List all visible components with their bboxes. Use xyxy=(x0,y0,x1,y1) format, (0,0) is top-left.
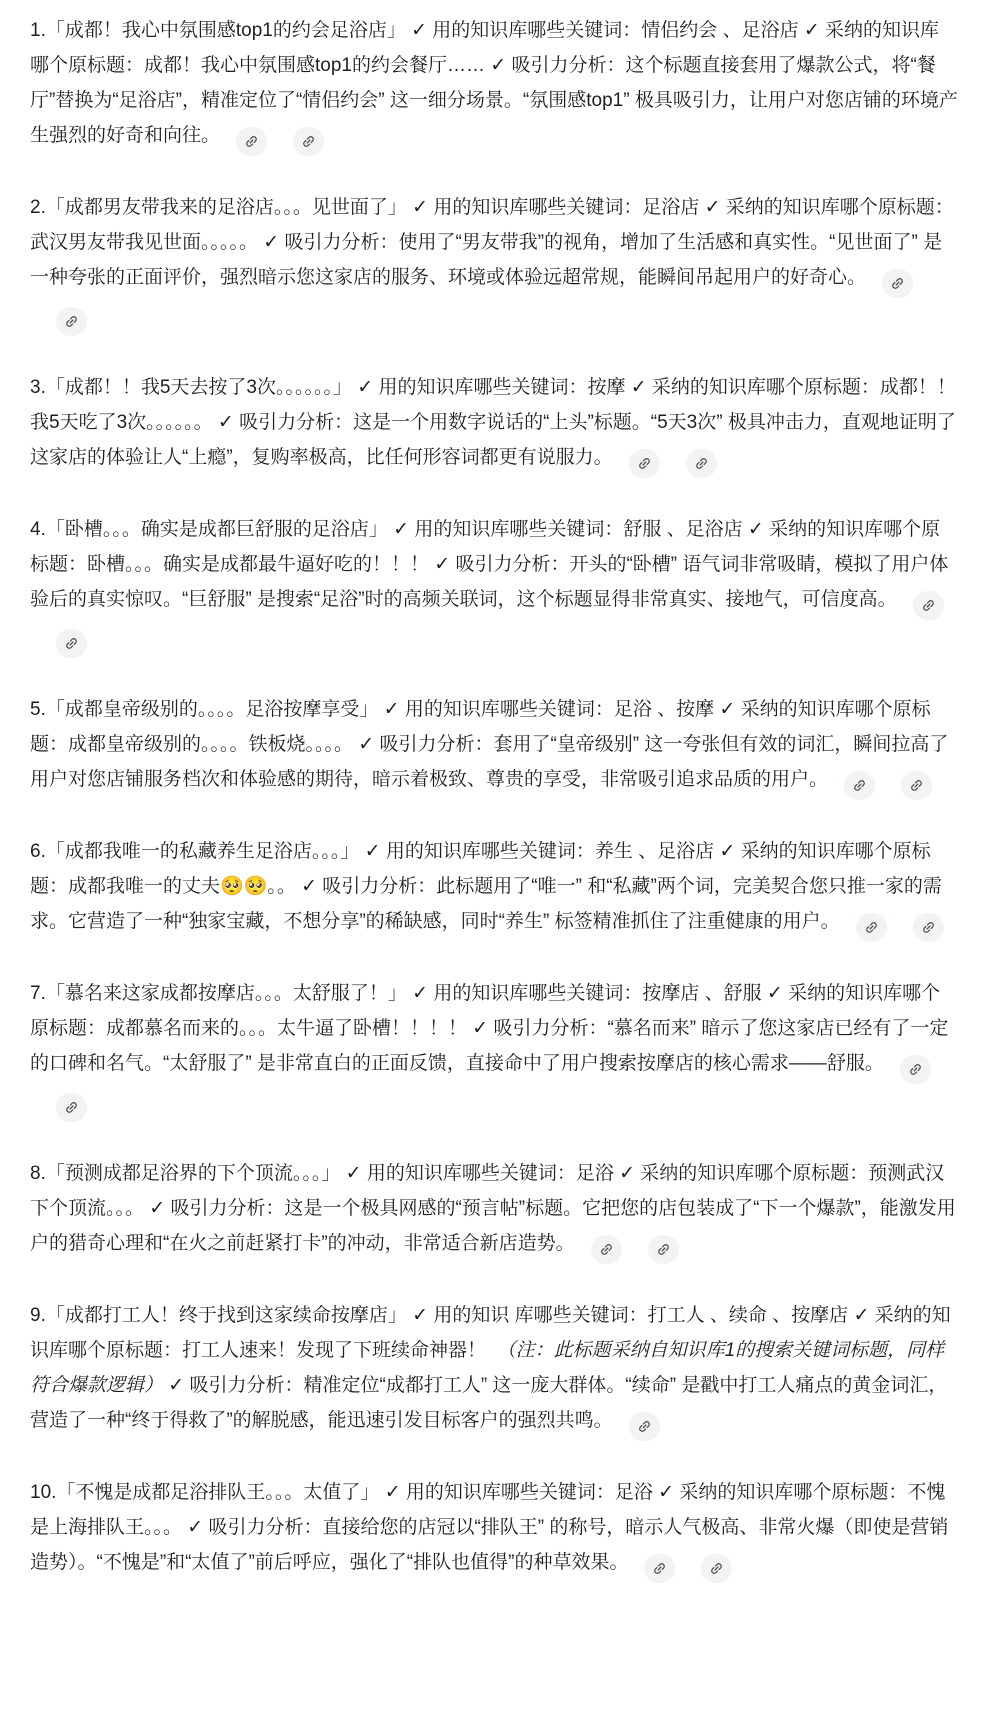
source-link-chip[interactable] xyxy=(236,127,267,156)
link-icon xyxy=(61,1097,82,1118)
source-link-chip[interactable] xyxy=(686,449,717,478)
item-text: 7.「慕名来这家成都按摩店。。。太舒服了！」 ✓ 用的知识库哪些关键词：按摩店 、舒服 ✓ 采纳的知识库哪个原标题：成都慕名而来的。。。太牛逼了卧槽！！！！ ✓ 吸引力分析：“慕名而来” 暗示了您这家店已经有了一定的口碑和名气。“太舒服了” 是非常直白的正面反馈，直接命中了用户搜索按摩店的核心需求——舒服。 xyxy=(30,983,949,1074)
item-text: 9.「成都打工人！终于找到这家续命按摩店」 ✓ 用的知识 库哪些关键词：打工人 、续命 、按摩店 ✓ 采纳的知识库哪个原标题：打工人速来！发现了下班续命神器！ xyxy=(30,1305,951,1361)
source-link-chip[interactable] xyxy=(913,913,944,942)
link-icon xyxy=(887,273,908,294)
source-link-chip[interactable] xyxy=(629,1412,660,1441)
item-text: 6.「成都我唯一的私藏养生足浴店。。。」 ✓ 用的知识库哪些关键词：养生 、足浴店 ✓ 采纳的知识库哪个原标题：成都我唯一的丈夫🥺🥺。。 ✓ 吸引力分析：此标题用了“唯一” 和“私藏”两个词，完美契合您只推一家的需求。它营造了一种“独家宝藏，不想分享”的稀缺感，同时“养生” 标签精准抓住了注重健康的用户。 xyxy=(30,841,942,932)
list-item xyxy=(30,1475,958,1583)
source-link-chip[interactable] xyxy=(844,771,875,800)
list-item xyxy=(30,976,958,1122)
item-text: 1.「成都！我心中氛围感top1的约会足浴店」 ✓ 用的知识库哪些关键词：情侣约会 、足浴店 ✓ 采纳的知识库哪个原标题：成都！我心中氛围感top1的约会餐厅…… ✓ 吸引力分析：这个标题直接套用了爆款公式，将“餐厅”替换为“足浴店”，精准定位了“情侣约会” 这一细分场景。“氛围感top1” 极具吸引力，让用户对您店铺的环境产生强烈的好奇和向往。 xyxy=(30,20,958,146)
source-link-chip[interactable] xyxy=(56,629,87,658)
link-icon xyxy=(691,453,712,474)
item-text: 3.「成都！！我5天去按了3次。。。。。。」 ✓ 用的知识库哪些关键词：按摩 ✓ 采纳的知识库哪个原标题：成都！！我5天吃了3次。。。。。。 ✓ 吸引力分析：这是一个用数字说话的“上头”标题。“5天3次” 极具冲击力，直观地证明了这家店的体验让人“上瘾”，复购率极高，比任何形容词都更有说服力。 xyxy=(30,377,956,468)
list-item xyxy=(30,13,958,156)
item-text: 4.「卧槽。。。确实是成都巨舒服的足浴店」 ✓ 用的知识库哪些关键词：舒服 、足浴店 ✓ 采纳的知识库哪个原标题：卧槽。。。确实是成都最牛逼好吃的！！！ ✓ 吸引力分析：开头的“卧槽” 语气词非常吸睛，模拟了用户体验后的真实惊叹。“巨舒服” 是搜索“足浴”时的高频关联词，这个标题显得非常真实、接地气，可信度高。 xyxy=(30,519,949,610)
list-item xyxy=(30,370,958,478)
item-text: 8.「预测成都足浴界的下个顶流。。。」 ✓ 用的知识库哪些关键词：足浴 ✓ 采纳的知识库哪个原标题：预测武汉下个顶流。。。 ✓ 吸引力分析：这是一个极具网感的“预言帖”标题。它把您的店包装成了“下一个爆款”，能激发用户的猎奇心理和“在火之前赶紧打卡”的冲动，非常适合新店造势。 xyxy=(30,1163,956,1254)
link-icon xyxy=(917,917,938,938)
source-link-chip[interactable] xyxy=(56,1093,87,1122)
source-link-chip[interactable] xyxy=(629,449,660,478)
link-icon xyxy=(860,917,881,938)
source-link-chip[interactable] xyxy=(913,591,944,620)
item-text: 10.「不愧是成都足浴排队王。。。太值了」 ✓ 用的知识库哪些关键词：足浴 ✓ 采纳的知识库哪个原标题：不愧是上海排队王。。。 ✓ 吸引力分析：直接给您的店冠以“排队王” 的称号，暗示人气极高、非常火爆（即使是营销造势）。“不愧是”和“太值了”前后呼应，强化了“排队也值得”的种草效果。 xyxy=(30,1482,949,1573)
link-icon xyxy=(241,131,262,152)
source-link-chip[interactable] xyxy=(591,1235,622,1264)
source-link-chip[interactable] xyxy=(882,269,913,298)
item-note-italic: （注：此标题采纳自知识库1的搜索关键词标题，同样符合爆款逻辑） xyxy=(30,1340,945,1396)
item-text: 2.「成都男友带我来的足浴店。。。见世面了」 ✓ 用的知识库哪些关键词：足浴店 ✓ 采纳的知识库哪个原标题：武汉男友带我见世面。。。。。 ✓ 吸引力分析：使用了“男友带我”的视角，增加了生活感和真实性。“见世面了” 是一种夸张的正面评价，强烈暗示您这家店的服务、环境或体验远超常规，能瞬间吊起用户的好奇心。 xyxy=(30,197,954,288)
link-icon xyxy=(634,453,655,474)
link-icon xyxy=(596,1239,617,1260)
item-text: ✓ 吸引力分析：精准定位“成都打工人” 这一庞大群体。“续命” 是戳中打工人痛点的黄金词汇，营造了一种“终于得救了”的解脱感，能迅速引发目标客户的强烈共鸣。 xyxy=(30,1375,948,1431)
source-link-chip[interactable] xyxy=(856,913,887,942)
link-icon xyxy=(706,1558,727,1579)
list-item xyxy=(30,1298,958,1441)
source-link-chip[interactable] xyxy=(293,127,324,156)
item-text: 5.「成都皇帝级别的。。。。足浴按摩享受」 ✓ 用的知识库哪些关键词：足浴 、按摩 ✓ 采纳的知识库哪个原标题：成都皇帝级别的。。。。铁板烧。。。。 ✓ 吸引力分析：套用了“皇帝级别” 这一夸张但有效的词汇，瞬间拉高了用户对您店铺服务档次和体验感的期待，暗示着极致、尊贵的享受，非常吸引追求品质的用户。 xyxy=(30,699,949,790)
link-icon xyxy=(905,1059,926,1080)
list-item xyxy=(30,692,958,800)
link-icon xyxy=(917,595,938,616)
link-icon xyxy=(849,775,870,796)
link-icon xyxy=(298,131,319,152)
link-icon xyxy=(653,1239,674,1260)
source-link-chip[interactable] xyxy=(901,771,932,800)
list-item xyxy=(30,512,958,658)
source-link-chip[interactable] xyxy=(56,307,87,336)
link-icon xyxy=(61,311,82,332)
source-link-chip[interactable] xyxy=(644,1554,675,1583)
link-icon xyxy=(649,1558,670,1579)
source-link-chip[interactable] xyxy=(701,1554,732,1583)
list-item xyxy=(30,1156,958,1264)
link-icon xyxy=(634,1416,655,1437)
list-item xyxy=(30,190,958,336)
link-icon xyxy=(906,775,927,796)
link-icon xyxy=(61,633,82,654)
source-link-chip[interactable] xyxy=(648,1235,679,1264)
source-link-chip[interactable] xyxy=(900,1055,931,1084)
list-item xyxy=(30,834,958,942)
